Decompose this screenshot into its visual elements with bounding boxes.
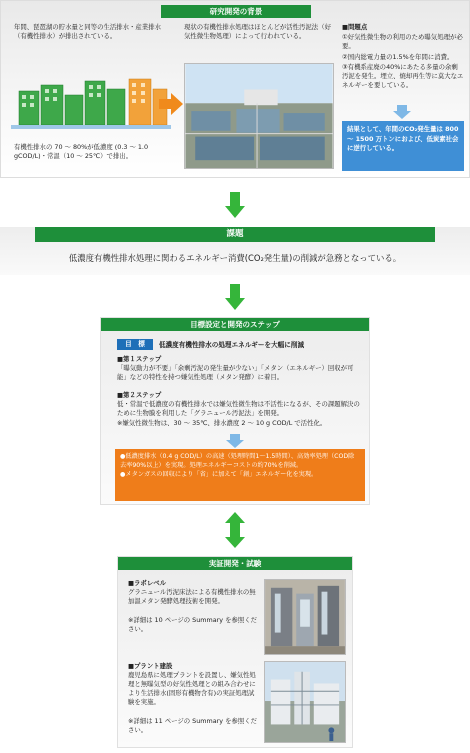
target-label: 目 標 — [117, 339, 153, 350]
plant-photo — [264, 661, 346, 743]
result-item-1: ●低濃度排水（0.4 g COD/L）の高速（処理時間1〜1.5時間）、高効率処理（COD除去率90%以上）を実現。処理エネルギーコストの約70%を削減。 — [120, 453, 355, 469]
plant-text: 鹿児島県に処理プラントを設置し、嫌気性処理と無曝気型の好気性処理との組み合わせにより生活排水(固形有機物含有)の実証処理試験を実施。 — [128, 671, 256, 706]
background-panel — [0, 0, 470, 178]
target-text: 低濃度有機性排水の処理エネルギーを大幅に削減 — [159, 341, 305, 349]
issue-item-1: ①好気性微生物の利用のため曝気処理が必要。 — [342, 33, 463, 50]
step1-text: 「曝気動力が不要」「余剰汚泥の発生量が少ない」「メタン（エネルギー）回収が可能」などの特性を持つ嫌気性処理（メタン発酵）に着目。 — [117, 364, 354, 381]
down-arrow-blue-icon — [393, 105, 411, 119]
conclusion-box: 結果として、年間のCO₂発生量は 800 〜 1500 万トンにおよび、低炭素社会に逆行している。 — [342, 121, 464, 171]
plant-note: ※詳細は 11 ページの Summary を参照ください。 — [128, 717, 258, 734]
wastewater-illustration — [11, 61, 181, 141]
goal-header: 目標設定と開発のステップ — [101, 318, 369, 331]
lab-equipment-photo — [264, 579, 346, 655]
issue-item-2: ②国内総電力量の1.5%を年間に消費。 — [342, 53, 454, 61]
plant-title: ■プラント建設 — [128, 662, 173, 670]
treatment-plant-photo — [184, 63, 334, 169]
issue-text: 低濃度有機性排水処理に関わるエネルギー消費(CO₂発生量)の削減が急務となっている。 — [68, 253, 402, 263]
down-arrow-blue-icon — [226, 434, 244, 448]
double-arrow-green-icon — [225, 512, 245, 548]
lab-text: グラニュール汚泥床法による有機性排水の無加温メタン発酵処理技術を開発。 — [128, 588, 256, 605]
flow-arrow-icon — [159, 93, 183, 115]
result-box — [115, 449, 365, 501]
issue-panel — [0, 227, 470, 275]
background-left-text: 年間、琵琶湖の貯水量と同等の生活排水・産業排水（有機性排水）が排出されている。 — [14, 23, 161, 40]
background-middle-text: 現状の有機性排水処理はほとんどが活性汚泥法（好気性微生物処理）によって行われている。 — [184, 23, 331, 40]
demo-header: 実証開発・試験 — [118, 557, 352, 570]
background-left-caption: 有機性排水の 70 〜 80%が低濃度 (0.3 〜 1.0 gCOD/L)・常温（10 〜 25℃）で排出。 — [14, 143, 149, 160]
background-header: 研究開発の背景 — [161, 5, 311, 18]
step2-text: 低・常温で低濃度の有機性排水では嫌気性微生物は不活性になるが、その課題解決のために生物膜を利用した「グラニュール汚泥法」を開発。 — [117, 400, 360, 417]
lab-title: ■ラボレベル — [128, 579, 166, 587]
issues-title: ■問題点 — [342, 23, 368, 31]
down-arrow-green-icon — [225, 284, 245, 310]
issue-item-3: ③有機系産廃の40%にあたる多量の余剰汚泥を発生。埋立、焼却再生等に莫大なエネルギーを要している。 — [342, 63, 464, 89]
issue-header: 課題 — [35, 227, 435, 242]
down-arrow-green-icon — [225, 192, 245, 218]
step2-title: ■第２ステップ — [117, 391, 162, 399]
step1-title: ■第１ステップ — [117, 355, 162, 363]
lab-note: ※詳細は 10 ページの Summary を参照ください。 — [128, 616, 258, 633]
demo-panel — [117, 556, 353, 748]
goal-panel — [100, 317, 370, 505]
result-item-2: ●メタンガスの回収により「省」に加えて「創」エネルギー化を実現。 — [120, 471, 318, 478]
step2-note: ※嫌気性微生物は、30 〜 35℃、排水濃度 2 〜 10 g COD/L で活性化。 — [117, 419, 327, 427]
